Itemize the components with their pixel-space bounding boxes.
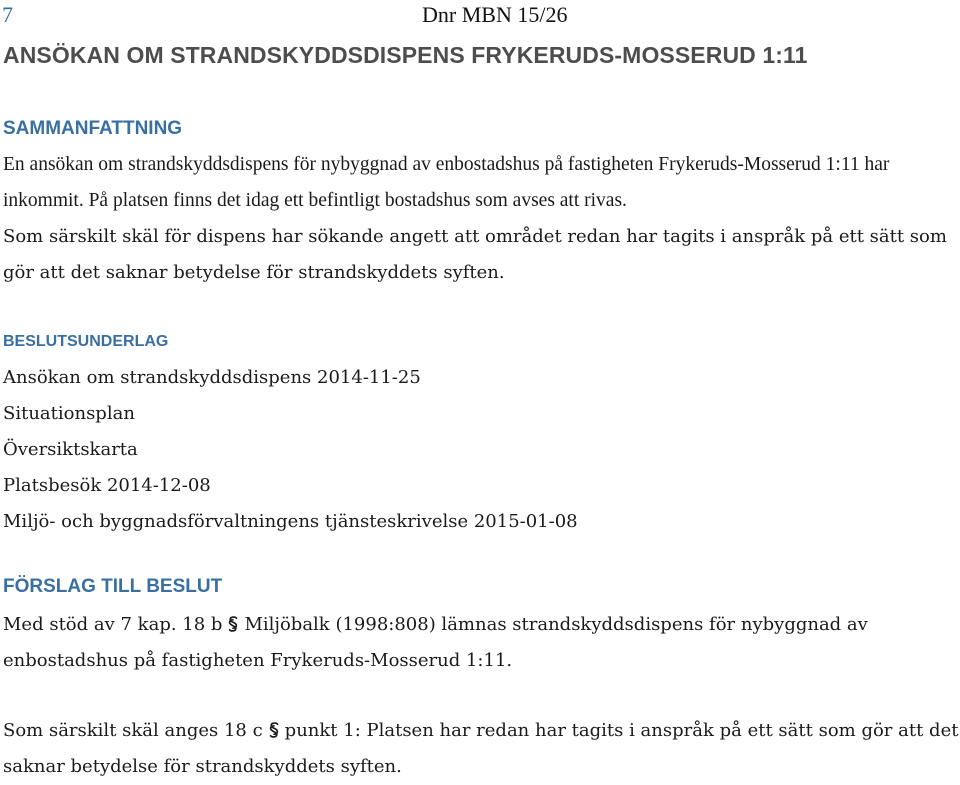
decision-text-part-1: Med stöd av 7 kap. 18 b xyxy=(3,614,223,635)
decision-paragraph xyxy=(3,607,959,679)
decision-text-part-2: Miljöbalk (1998:808) lämnas strandskyddsdispens för nybyggnad av enbostadshus på fastigheten Frykeruds-Mosserud 1:11. xyxy=(3,614,868,671)
list-item: Platsbesök 2014-12-08 xyxy=(3,475,211,496)
diary-number: Dnr MBN 15/26 xyxy=(422,2,568,27)
reason-text-part-2: punkt 1: Platsen har redan har tagits i anspråk på ett sätt som gör att det saknar betydelse för strandskyddets syften. xyxy=(3,720,959,777)
document-title: ANSÖKAN OM STRANDSKYDDSDISPENS FRYKERUDS-MOSSERUD 1:11 xyxy=(3,42,808,68)
section-sign-icon xyxy=(226,615,240,633)
list-item: Situationsplan xyxy=(3,403,135,424)
summary-paragraph-2: Som särskilt skäl för dispens har sökande angett att området redan har tagits i anspråk på ett sätt som gör att det saknar betydelse för strandskyddets syften. xyxy=(3,226,947,283)
summary-paragraph-1: En ansökan om strandskyddsdispens för nybyggnad av enbostadshus på fastigheten Frykeruds-Mosserud 1:11 har inkommit. På platsen finns det idag ett befintligt bostadshus som avses att rivas. xyxy=(3,154,890,211)
section-heading-forslag-till-beslut: FÖRSLAG TILL BESLUT xyxy=(3,576,223,597)
section-heading-beslutsunderlag: BESLUTSUNDERLAG xyxy=(3,333,169,350)
section-heading-sammanfattning: SAMMANFATTNING xyxy=(3,118,183,139)
list-item: Översiktskarta xyxy=(3,439,138,460)
section-sign-icon xyxy=(267,721,281,739)
reason-paragraph xyxy=(3,713,959,785)
decision-basis-list xyxy=(3,360,578,540)
reason-text-part-1: Som särskilt skäl anges 18 c xyxy=(3,720,263,741)
page-number: 7 xyxy=(2,2,13,27)
list-item: Ansökan om strandskyddsdispens 2014-11-25 xyxy=(3,367,421,388)
list-item: Miljö- och byggnadsförvaltningens tjänsteskrivelse 2015-01-08 xyxy=(3,511,578,532)
